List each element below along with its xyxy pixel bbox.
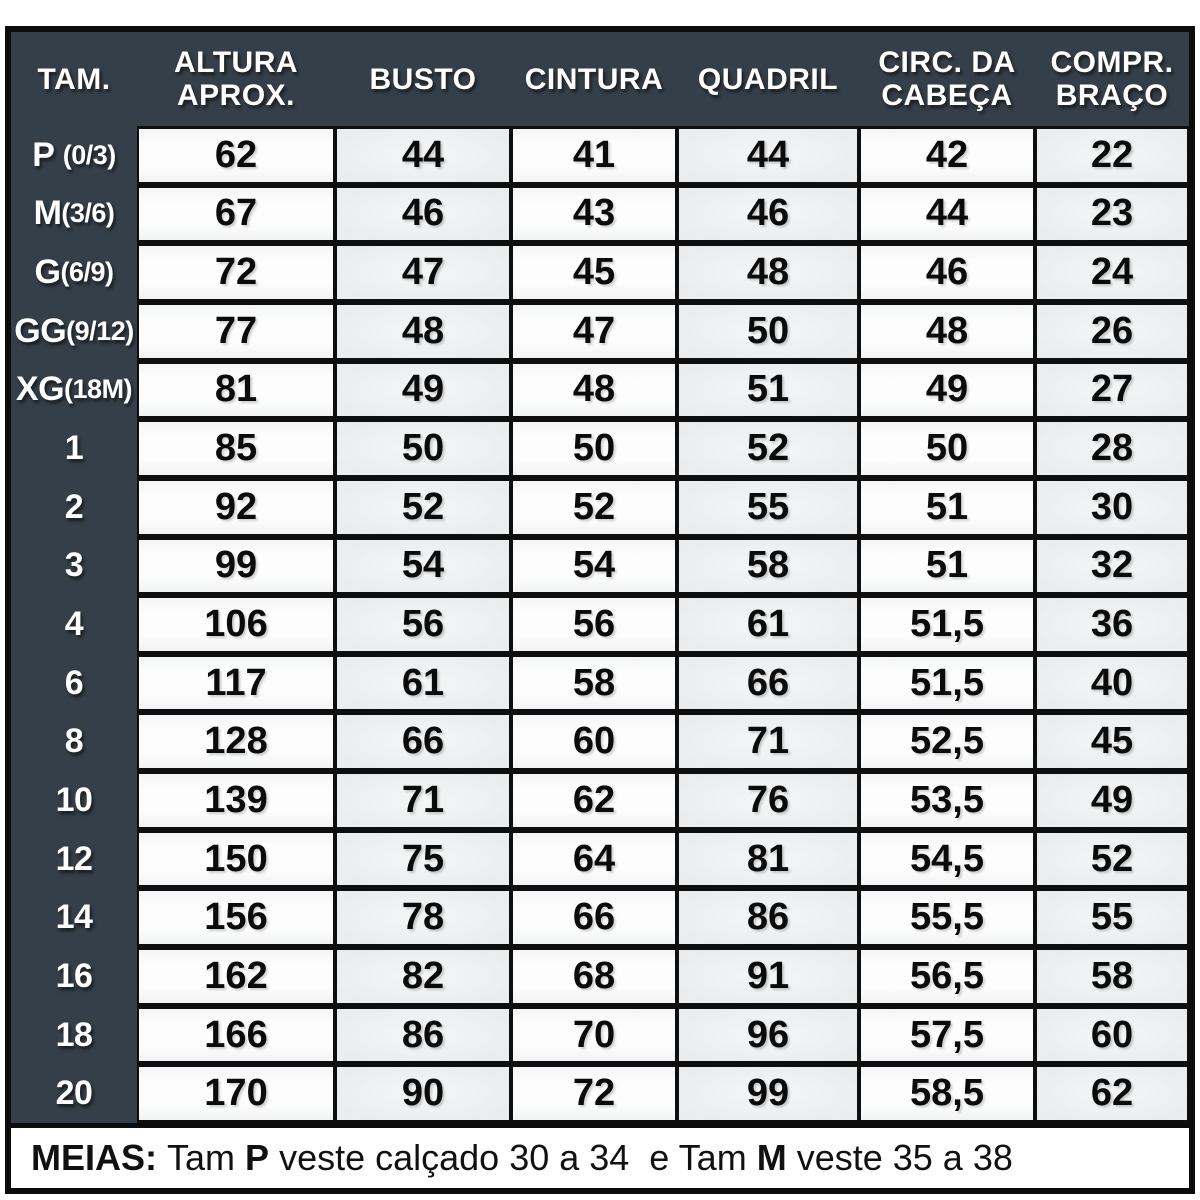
value-cell: 99: [137, 537, 335, 596]
value-cell: 117: [137, 654, 335, 713]
value-cell: 49: [859, 361, 1035, 420]
value-cell: 139: [137, 771, 335, 830]
row-label-main: 14: [55, 898, 93, 937]
row-label: [11, 126, 137, 185]
value-cell: 72: [511, 1064, 677, 1123]
value-cell: 45: [511, 243, 677, 302]
value-cell: 48: [677, 243, 859, 302]
value-cell: 75: [335, 830, 511, 889]
value-cell: 55,5: [859, 888, 1035, 947]
value-cell: 49: [335, 361, 511, 420]
header-line: CABEÇA: [881, 79, 1013, 112]
row-label: [11, 361, 137, 420]
value-cell: 56: [511, 595, 677, 654]
row-label: [11, 419, 137, 478]
value-cell: 62: [511, 771, 677, 830]
value-cell: 27: [1035, 361, 1189, 420]
header-line: CIRC. DA: [878, 46, 1016, 79]
value-cell: 45: [1035, 712, 1189, 771]
row-label: [11, 947, 137, 1006]
value-cell: 92: [137, 478, 335, 537]
value-cell: 150: [137, 830, 335, 889]
header-cell-5: [859, 46, 1035, 112]
row-label-sub: (18M): [64, 374, 133, 405]
value-cell: 81: [677, 830, 859, 889]
header-line: BRAÇO: [1055, 79, 1169, 112]
row-label-main: 18: [55, 1015, 93, 1054]
value-cell: 51,5: [859, 595, 1035, 654]
row-label: [11, 830, 137, 889]
value-cell: 50: [511, 419, 677, 478]
value-cell: 60: [511, 712, 677, 771]
row-label: [11, 537, 137, 596]
row-label-main: 12: [55, 839, 93, 878]
row-label-main: 8: [64, 722, 84, 761]
value-cell: 58: [511, 654, 677, 713]
row-label: [11, 478, 137, 537]
value-cell: 66: [677, 654, 859, 713]
row-label-main: 1: [64, 429, 84, 468]
value-cell: 51,5: [859, 654, 1035, 713]
value-cell: 54,5: [859, 830, 1035, 889]
row-label: [11, 654, 137, 713]
value-cell: 86: [677, 888, 859, 947]
row-label-main: GG: [14, 311, 67, 350]
value-cell: 24: [1035, 243, 1189, 302]
value-cell: 50: [677, 302, 859, 361]
value-cell: 51: [859, 478, 1035, 537]
value-cell: 58: [677, 537, 859, 596]
header-line: TAM.: [37, 62, 111, 96]
row-label-sub: (6/9): [60, 257, 114, 288]
footer-segment: P: [245, 1137, 270, 1178]
value-cell: 66: [511, 888, 677, 947]
footer-segment: veste 35 a 38: [786, 1137, 1013, 1178]
header-line: COMPR.: [1050, 46, 1174, 79]
row-label-main: 6: [64, 663, 84, 702]
value-cell: 26: [1035, 302, 1189, 361]
row-label: [11, 243, 137, 302]
value-cell: 62: [1035, 1064, 1189, 1123]
footer-note: [11, 1123, 1189, 1188]
row-label: [11, 1064, 137, 1123]
row-label: [11, 888, 137, 947]
row-label-main: 3: [64, 546, 84, 585]
value-cell: 23: [1035, 185, 1189, 244]
value-cell: 51: [677, 361, 859, 420]
header-cell-6: [1035, 46, 1189, 112]
header-line: QUADRIL: [697, 62, 839, 96]
value-cell: 99: [677, 1064, 859, 1123]
row-label-main: G: [34, 253, 61, 292]
value-cell: 77: [137, 302, 335, 361]
value-cell: 44: [335, 126, 511, 185]
value-cell: 76: [677, 771, 859, 830]
row-label-sub: (9/12): [66, 315, 134, 346]
header-line: BUSTO: [369, 62, 477, 96]
header-cell-3: [511, 63, 677, 96]
header-cell-4: [677, 63, 859, 96]
value-cell: 68: [511, 947, 677, 1006]
value-cell: 55: [677, 478, 859, 537]
value-cell: 52,5: [859, 712, 1035, 771]
value-cell: 32: [1035, 537, 1189, 596]
row-label-main: 2: [64, 487, 84, 526]
row-label-main: XG: [15, 370, 65, 409]
footer-segment: MEIAS:: [31, 1137, 157, 1178]
value-cell: 90: [335, 1064, 511, 1123]
row-label: [11, 771, 137, 830]
value-cell: 42: [859, 126, 1035, 185]
value-cell: 62: [137, 126, 335, 185]
value-cell: 52: [335, 478, 511, 537]
footer-segment: M: [756, 1137, 787, 1178]
value-cell: 170: [137, 1064, 335, 1123]
row-label-main: 4: [64, 604, 84, 643]
header-cell-1: [137, 46, 335, 112]
row-label: [11, 185, 137, 244]
value-cell: 81: [137, 361, 335, 420]
value-cell: 53,5: [859, 771, 1035, 830]
value-cell: 71: [677, 712, 859, 771]
row-label-sub: (3/6): [61, 198, 115, 229]
value-cell: 128: [137, 712, 335, 771]
value-cell: 56: [335, 595, 511, 654]
footer-segment: veste calçado 30 a 34 e Tam: [269, 1137, 757, 1178]
table-header-row: [11, 32, 1189, 126]
value-cell: 156: [137, 888, 335, 947]
row-label-main: 20: [55, 1074, 93, 1113]
value-cell: 50: [335, 419, 511, 478]
value-cell: 46: [335, 185, 511, 244]
value-cell: 52: [1035, 830, 1189, 889]
value-cell: 60: [1035, 1006, 1189, 1065]
value-cell: 48: [859, 302, 1035, 361]
value-cell: 47: [335, 243, 511, 302]
value-cell: 44: [677, 126, 859, 185]
size-grid: [11, 126, 1189, 1123]
value-cell: 57,5: [859, 1006, 1035, 1065]
row-label: [11, 712, 137, 771]
value-cell: 166: [137, 1006, 335, 1065]
size-chart-panel: [5, 26, 1195, 1194]
value-cell: 22: [1035, 126, 1189, 185]
row-label-main: 10: [55, 780, 93, 819]
value-cell: 82: [335, 947, 511, 1006]
row-label-sub: (0/3): [62, 139, 116, 170]
value-cell: 61: [677, 595, 859, 654]
value-cell: 50: [859, 419, 1035, 478]
value-cell: 86: [335, 1006, 511, 1065]
value-cell: 71: [335, 771, 511, 830]
value-cell: 46: [677, 185, 859, 244]
row-label-main: 16: [55, 956, 93, 995]
header-cell-2: [335, 63, 511, 96]
value-cell: 96: [677, 1006, 859, 1065]
value-cell: 51: [859, 537, 1035, 596]
value-cell: 106: [137, 595, 335, 654]
value-cell: 66: [335, 712, 511, 771]
value-cell: 58,5: [859, 1064, 1035, 1123]
value-cell: 85: [137, 419, 335, 478]
value-cell: 48: [335, 302, 511, 361]
value-cell: 52: [677, 419, 859, 478]
header-line: APROX.: [176, 79, 296, 112]
value-cell: 54: [511, 537, 677, 596]
row-label-main: P: [32, 135, 63, 174]
header-line: CINTURA: [524, 62, 664, 96]
value-cell: 36: [1035, 595, 1189, 654]
value-cell: 67: [137, 185, 335, 244]
value-cell: 30: [1035, 478, 1189, 537]
value-cell: 41: [511, 126, 677, 185]
value-cell: 162: [137, 947, 335, 1006]
value-cell: 58: [1035, 947, 1189, 1006]
value-cell: 61: [335, 654, 511, 713]
value-cell: 91: [677, 947, 859, 1006]
value-cell: 72: [137, 243, 335, 302]
row-label: [11, 1006, 137, 1065]
value-cell: 64: [511, 830, 677, 889]
row-label-main: M: [33, 194, 62, 233]
row-label: [11, 595, 137, 654]
footer-segment: Tam: [157, 1137, 246, 1178]
value-cell: 46: [859, 243, 1035, 302]
value-cell: 43: [511, 185, 677, 244]
value-cell: 44: [859, 185, 1035, 244]
value-cell: 28: [1035, 419, 1189, 478]
row-label: [11, 302, 137, 361]
value-cell: 48: [511, 361, 677, 420]
header-cell-0: [11, 63, 137, 96]
value-cell: 55: [1035, 888, 1189, 947]
value-cell: 78: [335, 888, 511, 947]
header-line: ALTURA: [173, 46, 299, 79]
value-cell: 56,5: [859, 947, 1035, 1006]
value-cell: 49: [1035, 771, 1189, 830]
value-cell: 70: [511, 1006, 677, 1065]
value-cell: 54: [335, 537, 511, 596]
value-cell: 52: [511, 478, 677, 537]
value-cell: 40: [1035, 654, 1189, 713]
value-cell: 47: [511, 302, 677, 361]
